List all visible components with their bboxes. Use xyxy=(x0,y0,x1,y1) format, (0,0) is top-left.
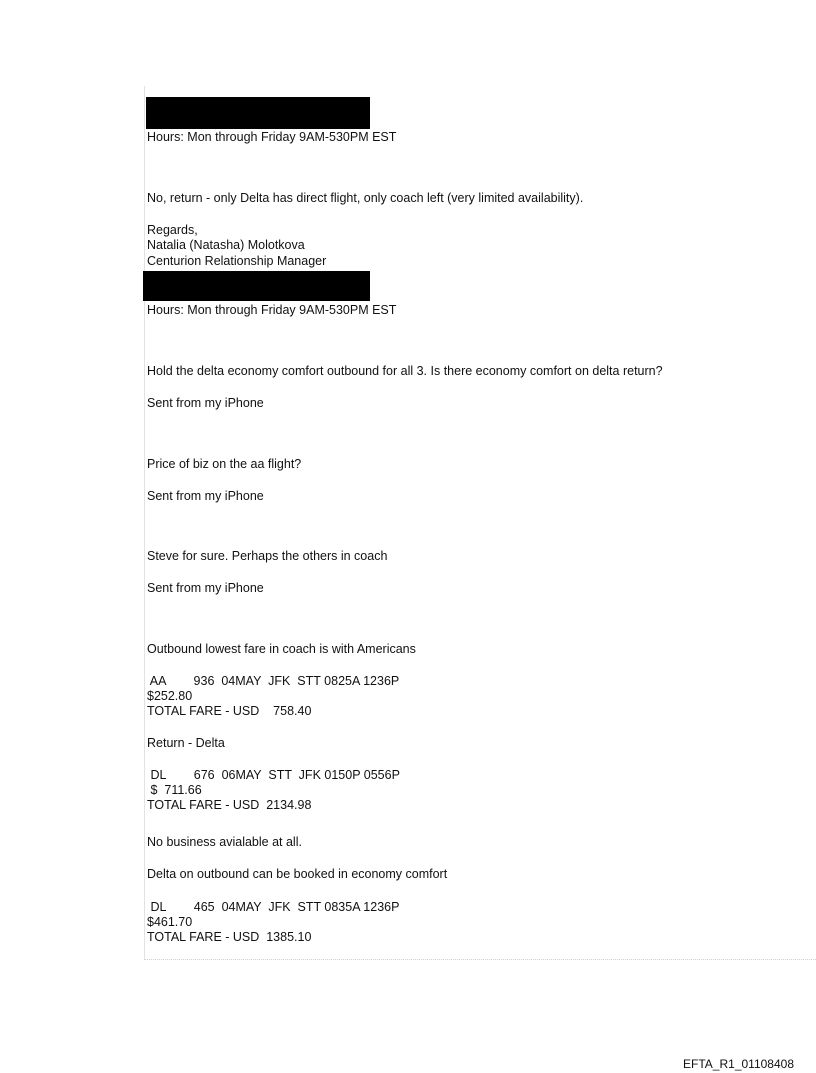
redaction-bar-signature xyxy=(143,271,370,301)
signature-name: Natalia (Natasha) Molotkova xyxy=(147,238,305,252)
signature-hours: Hours: Mon through Friday 9AM-530PM EST xyxy=(147,303,397,317)
redaction-bar-top xyxy=(146,97,370,129)
sent-from-iphone: Sent from my iPhone xyxy=(147,581,264,595)
aa-total-fare: TOTAL FARE - USD 758.40 xyxy=(147,704,312,718)
dl-return-flight-line: DL 676 06MAY STT JFK 0150P 0556P xyxy=(147,768,400,782)
document-id: EFTA_R1_01108408 xyxy=(683,1057,794,1071)
aa-price: $252.80 xyxy=(147,689,193,703)
reply-return-text: No, return - only Delta has direct flight, only coach left (very limited availability). xyxy=(147,191,584,205)
hours-line: Hours: Mon through Friday 9AM-530PM EST xyxy=(147,130,397,144)
message-text: Hold the delta economy comfort outbound for all 3. Is there economy comfort on delta return? xyxy=(147,364,663,378)
message-text: Price of biz on the aa flight? xyxy=(147,457,302,471)
email-body-frame xyxy=(144,86,816,960)
dl-outbound-price: $461.70 xyxy=(147,915,193,929)
sent-from-iphone: Sent from my iPhone xyxy=(147,396,264,410)
signature-closing: Regards, xyxy=(147,223,198,237)
dl-outbound-flight-line: DL 465 04MAY JFK STT 0835A 1236P xyxy=(147,900,400,914)
signature-title: Centurion Relationship Manager xyxy=(147,254,327,268)
aa-flight-line: AA 936 04MAY JFK STT 0825A 1236P xyxy=(147,674,400,688)
comfort-note: Delta on outbound can be booked in economy comfort xyxy=(147,867,448,881)
no-business-note: No business avialable at all. xyxy=(147,835,302,849)
dl-outbound-total-fare: TOTAL FARE - USD 1385.10 xyxy=(147,930,312,944)
dl-return-total-fare: TOTAL FARE - USD 2134.98 xyxy=(147,798,312,812)
dl-return-price: $ 711.66 xyxy=(147,783,202,797)
message-text: Steve for sure. Perhaps the others in coach xyxy=(147,549,388,563)
sent-from-iphone: Sent from my iPhone xyxy=(147,489,264,503)
outbound-intro: Outbound lowest fare in coach is with Americans xyxy=(147,642,416,656)
return-intro: Return - Delta xyxy=(147,736,225,750)
